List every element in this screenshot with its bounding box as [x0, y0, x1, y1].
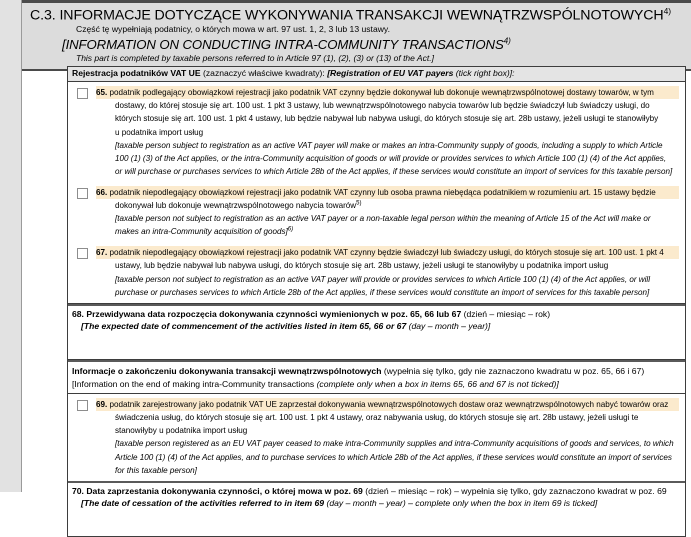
- item-66-en-line-2: [96, 225, 679, 238]
- item-66-text: [96, 186, 679, 238]
- item-69-number: 69.: [96, 400, 108, 410]
- item-66-pl-footnote: 5): [356, 200, 362, 207]
- item-65-en-line-2: 100 (1) (3) of the Act applies, or the intra-Community acquisition of goods or will provide or provides services to which Article 100 (1) (4) of the Act applies,: [115, 153, 667, 163]
- field-68-label-pl-bold: 68. Przewidywana data rozpoczęcia dokonywania czynności wymienionych w poz. 65, 66 lub 67: [72, 308, 462, 319]
- field-70-label-pl-rest: (dzień – miesiąc – rok) – wypełnia się tylko, gdy zaznaczono kwadrat w poz. 69: [362, 485, 667, 496]
- end-transactions-header-pl-bold: Informacje o zakończeniu dokonywania transakcji wewnątrzwspólnotowych: [72, 366, 382, 377]
- item-69-en-line-1: [taxable person registered as an EU VAT payer ceased to make intra-Community supplies and intra-Community acquisitions of goods and services, to which: [115, 439, 674, 449]
- item-65-pl-line-4: u podatnika import usług: [115, 127, 204, 137]
- item-65-pl-line-2: dostawy, do której stosuje się art. 100 ust. 1 pkt 3 ustawy, lub wewnątrzwspólnotowego nabycia towarów lub będzie świadczył lub świadczy usługi, do: [115, 101, 650, 111]
- end-transactions-header-en-rest: (complete only when a box in items 65, 66 and 67 is not ticked)]: [314, 378, 559, 389]
- item-65-en-line-1: [taxable person subject to registration as an active VAT payer will make or makes an intra-Community supply of goods, including a supply to which Article: [115, 140, 663, 150]
- item-65-number: 65.: [96, 88, 108, 98]
- item-67-number: 67.: [96, 248, 108, 258]
- item-67-row[interactable]: [68, 242, 685, 303]
- item-66-en-line-1: [taxable person not subject to registration as an active VAT payer or a non-taxable legal person within the meaning of Article 15 of the Act will make or: [115, 214, 651, 224]
- field-68-row: [68, 304, 685, 360]
- item-66-pl-line-1: podatnik niepodlegający obowiązkowi rejestracji jako podatnik VAT czynny lub osoba prawna niebędąca podatnikiem w rozumieniu art. 15 ustawy będzie: [109, 187, 656, 197]
- registration-header-pl-bold: Rejestracja podatników VAT UE: [72, 68, 201, 78]
- section-title-block: [22, 0, 691, 71]
- item-69-text: [96, 398, 679, 477]
- registration-header-bar: [68, 67, 685, 82]
- field-70-label-pl-bold: 70. Data zaprzestania dokonywania czynności, o której mowa w poz. 69: [72, 485, 363, 496]
- field-70-label: [68, 483, 685, 510]
- field-68-label-pl: [72, 308, 681, 320]
- item-66-pl-line-2: [96, 199, 679, 212]
- item-66-en-line-2-text: makes an intra-Community acquisition of goods]: [115, 227, 288, 237]
- field-70-input[interactable]: [68, 510, 685, 536]
- page-left-margin-strip: [0, 0, 22, 492]
- item-69-en-line-2: Article 100 (1) (4) of the Act applies, and to purchase services to which Article 28b of the Act applies, if these services would constitute an import of services: [115, 452, 672, 462]
- item-65-line-1: [96, 86, 679, 99]
- item-69-en-line-3: for this taxable person]: [115, 465, 197, 475]
- item-69-pl-line-3: stanowiłyby u podatnika import usług: [115, 426, 248, 436]
- item-66-row[interactable]: [68, 182, 685, 242]
- end-transactions-header-pl: [72, 366, 644, 376]
- checkbox-item-66[interactable]: [77, 188, 88, 199]
- item-66-line-1: [96, 186, 679, 199]
- section-title-pl: [22, 6, 691, 24]
- item-65-text: [96, 86, 679, 178]
- section-title-pl-footnote: 4): [663, 6, 671, 16]
- end-transactions-header-en-bold: [Information on the end of making intra-Community transactions: [72, 378, 315, 389]
- checkbox-item-69[interactable]: [77, 400, 88, 411]
- section-title-en: [22, 36, 691, 53]
- checkbox-item-67[interactable]: [77, 248, 88, 259]
- item-69-pl-line-1: podatnik zarejestrowany jako podatnik VAT UE zaprzestał dokonywania wewnątrzwspólnotowych dostaw oraz wewnątrzwspólnotowych nabyć towarów oraz: [109, 400, 669, 410]
- field-68-label-pl-rest: (dzień – miesiąc – rok): [461, 308, 551, 319]
- item-66-en-footnote: 6): [287, 226, 294, 233]
- item-66-pl-line-2-text: dokonywał lub dokonuje wewnątrzwspólnotowego nabycia towarów: [115, 201, 357, 211]
- end-transactions-header-pl-rest: (wypełnia się tylko, gdy nie zaznaczono kwadratu w poz. 65, 66 i 67): [381, 366, 645, 377]
- field-70-label-en-rest: (day – month – year) – complete only when the box in item 69 is ticked]: [324, 497, 598, 508]
- item-65-pl-line-1: podatnik podlegający obowiązkowi rejestracji jako podatnik VAT czynny będzie dokonywał lub dokonuje wewnątrzwspólnotowej dostawy towarów, w tym: [109, 88, 654, 98]
- item-69-row[interactable]: [68, 394, 685, 481]
- registration-header-en-rest: (tick right box)]:: [453, 68, 515, 78]
- section-title-en-text: [INFORMATION ON CONDUCTING INTRA-COMMUNITY TRANSACTIONS: [62, 37, 504, 53]
- item-69-line-1: [96, 398, 679, 411]
- section-subtitle-pl: Część tę wypełniają podatnicy, o których mowa w art. 97 ust. 1, 2, 3 lub 13 ustawy.: [76, 24, 390, 35]
- item-67-text: [96, 246, 679, 298]
- field-68-label: [68, 306, 685, 333]
- item-65-en-line-3: or will purchase or purchases services to which Article 28b of the Act applies, if these services would constitute an import of services for this taxable person]: [115, 166, 673, 176]
- section-content-box: [67, 66, 686, 537]
- field-70-label-en: [72, 497, 681, 509]
- item-67-en-line-2: purchase or purchases services to which Article 28b of the Act applies, if these services would constitute an import of services for this taxable person]: [115, 287, 650, 297]
- section-title-pl-text: C.3. INFORMACJE DOTYCZĄCE WYKONYWANIA TRANSAKCJI WEWNĄTRZWSPÓLNOTOWYCH: [30, 7, 664, 24]
- field-70-row: [68, 481, 685, 536]
- item-69-pl-line-2: świadczenia usług, do których stosuje się art. 100 ust. 1 pkt 4 ustawy, oraz nabywania usług, do których stosuje się art. 28b ustawy, jeżeli usługi te: [115, 413, 639, 423]
- field-70-label-pl: [72, 485, 681, 497]
- end-transactions-header-bar: [68, 360, 685, 394]
- field-68-label-en-rest: (day – month – year)]: [406, 321, 491, 332]
- item-65-row[interactable]: [68, 82, 685, 182]
- section-title-en-footnote: 4): [503, 36, 511, 46]
- item-67-pl-line-2: ustawy, lub będzie nabywał lub nabywa usługi, do których stosuje się art. 28b ustawy, jeżeli usługi te stanowiłyby u podatnika import usług: [115, 261, 609, 271]
- registration-header-en-bold: [Registration of EU VAT payers: [327, 68, 454, 78]
- field-68-input[interactable]: [68, 333, 685, 360]
- end-transactions-header-en: [72, 379, 559, 389]
- field-70-label-en-bold: [The date of cessation of the activities referred to in item 69: [81, 497, 325, 508]
- item-67-line-1: [96, 246, 679, 259]
- item-65-pl-line-3: których stosuje się art. 100 ust. 1 pkt 4 ustawy, lub będzie nabywał lub nabywa usługi, do których stosuje się art. 28b ustawy, jeżeli usługi te stanowiłyby: [115, 114, 659, 124]
- registration-header-pl-rest: (zaznaczyć właściwe kwadraty):: [200, 68, 328, 78]
- item-67-en-line-1: [taxable person not subject to registration as an active VAT payer will provide or provides services to which Article 100 (1) (4) of the Act applies, or will: [115, 274, 651, 284]
- item-67-pl-line-1: podatnik niepodlegający obowiązkowi rejestracji jako podatnik VAT czynny będzie świadczył lub świadczy usługi, do których stosuje się art. 100 ust. 1 pkt 4: [109, 248, 664, 258]
- section-subtitle-en: This part is completed by taxable persons referred to in Article 97 (1), (2), (3) or (13) of the Act.]: [76, 53, 434, 64]
- field-68-label-en-bold: [The expected date of commencement of the activities listed in item 65, 66 or 67: [81, 321, 407, 332]
- field-68-label-en: [72, 320, 681, 332]
- item-66-number: 66.: [96, 187, 108, 197]
- checkbox-item-65[interactable]: [77, 88, 88, 99]
